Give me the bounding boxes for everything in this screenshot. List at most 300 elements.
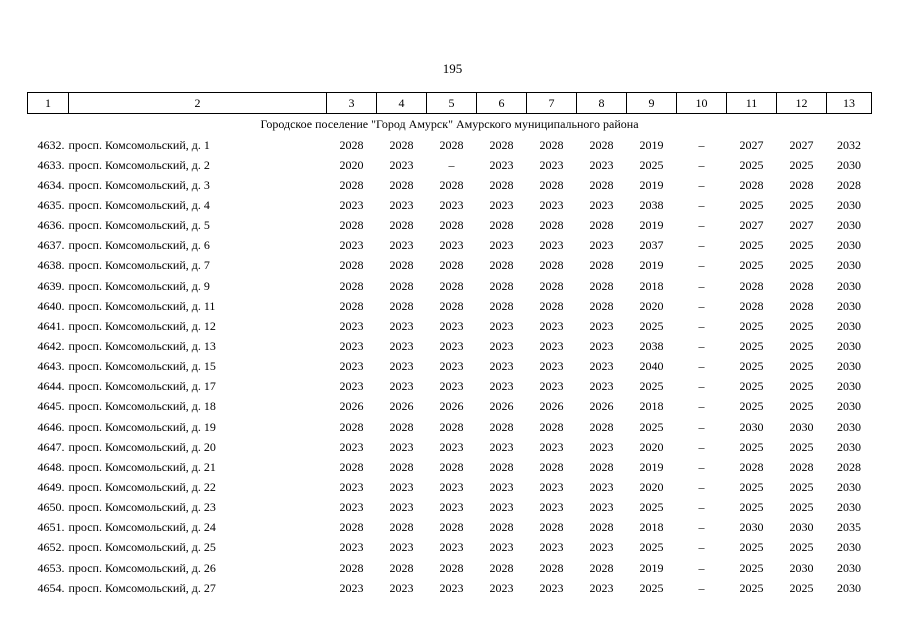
year-cell: 2023 bbox=[439, 338, 464, 353]
year-cell: 2023 bbox=[389, 338, 414, 353]
header-cell: 2 bbox=[69, 93, 327, 114]
row-number: 4654. bbox=[37, 580, 65, 595]
year-cell: 2023 bbox=[389, 379, 414, 394]
year-cell: 2030 bbox=[837, 359, 861, 374]
year-cell: 2023 bbox=[539, 359, 564, 374]
year-cell: 2030 bbox=[837, 258, 861, 273]
year-cell: 2025 bbox=[789, 338, 814, 353]
year-cell: 2023 bbox=[589, 439, 614, 454]
address-cell: просп. Комсомольский, д. 23 bbox=[68, 500, 216, 515]
table-row bbox=[28, 216, 872, 236]
header-cell: 1 bbox=[28, 93, 69, 114]
year-cell: 2019 bbox=[639, 560, 664, 575]
year-cell: 2023 bbox=[539, 197, 564, 212]
header-row bbox=[28, 93, 872, 114]
table-row bbox=[28, 357, 872, 377]
year-cell: 2028 bbox=[789, 177, 814, 192]
address-cell: просп. Комсомольский, д. 2 bbox=[68, 157, 210, 172]
year-cell: 2028 bbox=[489, 419, 514, 434]
year-cell: 2025 bbox=[789, 399, 814, 414]
row-number: 4646. bbox=[37, 419, 65, 434]
year-cell: 2025 bbox=[789, 157, 814, 172]
year-cell: 2023 bbox=[539, 479, 564, 494]
address-cell: просп. Комсомольский, д. 17 bbox=[68, 379, 216, 394]
year-cell: 2023 bbox=[389, 197, 414, 212]
section-title: Городское поселение "Город Амурск" Амурского муниципального района bbox=[260, 117, 639, 131]
year-cell: 2030 bbox=[837, 298, 861, 313]
year-cell: 2026 bbox=[439, 399, 464, 414]
year-cell: 2023 bbox=[489, 379, 514, 394]
year-cell: 2028 bbox=[439, 560, 464, 575]
row-number: 4634. bbox=[37, 177, 65, 192]
year-cell: 2028 bbox=[539, 298, 564, 313]
year-cell: 2023 bbox=[339, 359, 364, 374]
year-cell: 2023 bbox=[389, 238, 414, 253]
table-row bbox=[28, 296, 872, 316]
year-cell: – bbox=[698, 197, 705, 212]
year-cell: 2023 bbox=[589, 580, 614, 595]
year-cell: 2025 bbox=[639, 580, 664, 595]
year-cell: 2030 bbox=[837, 278, 861, 293]
row-number: 4643. bbox=[37, 359, 65, 374]
year-cell: 2023 bbox=[339, 500, 364, 515]
header-cell: 12 bbox=[777, 93, 827, 114]
year-cell: 2030 bbox=[837, 580, 861, 595]
year-cell: 2025 bbox=[639, 419, 664, 434]
year-cell: 2028 bbox=[489, 278, 514, 293]
year-cell: 2020 bbox=[639, 479, 664, 494]
table-row bbox=[28, 558, 872, 578]
year-cell: 2028 bbox=[389, 218, 414, 233]
year-cell: 2027 bbox=[789, 218, 814, 233]
year-cell: – bbox=[448, 157, 455, 172]
year-cell: 2025 bbox=[789, 238, 814, 253]
address-cell: просп. Комсомольский, д. 9 bbox=[68, 278, 210, 293]
year-cell: 2025 bbox=[789, 479, 814, 494]
year-cell: 2037 bbox=[639, 238, 664, 253]
year-cell: 2025 bbox=[739, 338, 764, 353]
year-cell: 2025 bbox=[789, 580, 814, 595]
year-cell: 2023 bbox=[439, 500, 464, 515]
year-cell: 2028 bbox=[589, 218, 614, 233]
year-cell: – bbox=[698, 520, 705, 535]
year-cell: 2028 bbox=[539, 419, 564, 434]
address-cell: просп. Комсомольский, д. 22 bbox=[68, 479, 216, 494]
year-cell: 2019 bbox=[639, 177, 664, 192]
row-number: 4642. bbox=[37, 338, 65, 353]
header-cell: 3 bbox=[327, 93, 377, 114]
year-cell: 2025 bbox=[789, 500, 814, 515]
year-cell: 2038 bbox=[639, 338, 664, 353]
year-cell: 2023 bbox=[389, 318, 414, 333]
year-cell: 2023 bbox=[439, 379, 464, 394]
row-number: 4635. bbox=[37, 197, 65, 212]
year-cell: – bbox=[698, 258, 705, 273]
year-cell: 2023 bbox=[489, 479, 514, 494]
year-cell: 2023 bbox=[589, 238, 614, 253]
year-cell: 2028 bbox=[739, 298, 764, 313]
year-cell: 2028 bbox=[589, 459, 614, 474]
year-cell: 2028 bbox=[389, 520, 414, 535]
address-cell: просп. Комсомольский, д. 12 bbox=[68, 318, 216, 333]
year-cell: 2030 bbox=[837, 419, 861, 434]
year-cell: 2030 bbox=[789, 520, 814, 535]
year-cell: 2023 bbox=[489, 197, 514, 212]
year-cell: 2023 bbox=[339, 540, 364, 555]
year-cell: 2023 bbox=[439, 479, 464, 494]
year-cell: – bbox=[698, 459, 705, 474]
year-cell: 2023 bbox=[489, 540, 514, 555]
year-cell: 2028 bbox=[589, 298, 614, 313]
year-cell: 2023 bbox=[589, 540, 614, 555]
year-cell: 2028 bbox=[539, 258, 564, 273]
year-cell: 2019 bbox=[639, 218, 664, 233]
year-cell: 2023 bbox=[439, 580, 464, 595]
year-cell: – bbox=[698, 359, 705, 374]
year-cell: 2028 bbox=[439, 137, 464, 152]
year-cell: 2023 bbox=[539, 338, 564, 353]
year-cell: 2025 bbox=[639, 540, 664, 555]
address-cell: просп. Комсомольский, д. 24 bbox=[68, 520, 216, 535]
year-cell: 2032 bbox=[837, 137, 861, 152]
row-number: 4649. bbox=[37, 479, 65, 494]
year-cell: 2023 bbox=[539, 500, 564, 515]
year-cell: – bbox=[698, 580, 705, 595]
year-cell: 2025 bbox=[739, 479, 764, 494]
year-cell: 2025 bbox=[739, 439, 764, 454]
year-cell: 2023 bbox=[489, 157, 514, 172]
header-cell: 5 bbox=[427, 93, 477, 114]
year-cell: 2028 bbox=[589, 419, 614, 434]
year-cell: 2023 bbox=[439, 197, 464, 212]
year-cell: 2030 bbox=[837, 439, 861, 454]
year-cell: 2025 bbox=[739, 258, 764, 273]
header-cell: 11 bbox=[727, 93, 777, 114]
year-cell: 2025 bbox=[739, 580, 764, 595]
year-cell: – bbox=[698, 318, 705, 333]
address-cell: просп. Комсомольский, д. 6 bbox=[68, 238, 210, 253]
year-cell: 2030 bbox=[739, 419, 764, 434]
year-cell: 2023 bbox=[539, 157, 564, 172]
year-cell: 2025 bbox=[789, 359, 814, 374]
row-number: 4647. bbox=[37, 439, 65, 454]
table-row bbox=[28, 195, 872, 215]
year-cell: 2030 bbox=[789, 419, 814, 434]
year-cell: 2026 bbox=[589, 399, 614, 414]
year-cell: 2028 bbox=[389, 258, 414, 273]
year-cell: 2028 bbox=[339, 298, 364, 313]
header-cell: 9 bbox=[627, 93, 677, 114]
address-cell: просп. Комсомольский, д. 11 bbox=[68, 298, 216, 313]
year-cell: 2028 bbox=[589, 520, 614, 535]
year-cell: 2025 bbox=[739, 540, 764, 555]
year-cell: 2030 bbox=[837, 218, 861, 233]
year-cell: 2023 bbox=[589, 479, 614, 494]
year-cell: 2023 bbox=[589, 338, 614, 353]
year-cell: 2030 bbox=[837, 479, 861, 494]
year-cell: 2028 bbox=[389, 459, 414, 474]
row-number: 4633. bbox=[37, 157, 65, 172]
year-cell: 2023 bbox=[589, 157, 614, 172]
row-number: 4639. bbox=[37, 278, 65, 293]
year-cell: 2030 bbox=[837, 338, 861, 353]
year-cell: 2028 bbox=[339, 177, 364, 192]
year-cell: 2023 bbox=[589, 500, 614, 515]
year-cell: 2023 bbox=[539, 540, 564, 555]
year-cell: 2026 bbox=[339, 399, 364, 414]
address-cell: просп. Комсомольский, д. 7 bbox=[68, 258, 210, 273]
year-cell: 2020 bbox=[639, 298, 664, 313]
year-cell: – bbox=[698, 157, 705, 172]
year-cell: 2023 bbox=[539, 318, 564, 333]
year-cell: 2028 bbox=[489, 177, 514, 192]
table-row bbox=[28, 477, 872, 497]
year-cell: 2028 bbox=[539, 560, 564, 575]
year-cell: 2028 bbox=[789, 278, 814, 293]
year-cell: 2028 bbox=[439, 218, 464, 233]
year-cell: 2028 bbox=[389, 278, 414, 293]
year-cell: 2025 bbox=[639, 157, 664, 172]
year-cell: 2023 bbox=[589, 379, 614, 394]
year-cell: 2028 bbox=[789, 298, 814, 313]
row-number: 4652. bbox=[37, 540, 65, 555]
header-cell: 13 bbox=[827, 93, 872, 114]
year-cell: 2028 bbox=[389, 137, 414, 152]
table-row bbox=[28, 437, 872, 457]
year-cell: – bbox=[698, 419, 705, 434]
header-cell: 7 bbox=[527, 93, 577, 114]
year-cell: 2025 bbox=[639, 318, 664, 333]
row-number: 4653. bbox=[37, 560, 65, 575]
year-cell: 2025 bbox=[789, 439, 814, 454]
row-number: 4644. bbox=[37, 379, 65, 394]
year-cell: 2026 bbox=[539, 399, 564, 414]
year-cell: 2023 bbox=[339, 379, 364, 394]
address-cell: просп. Комсомольский, д. 26 bbox=[68, 560, 216, 575]
row-number: 4638. bbox=[37, 258, 65, 273]
table-row bbox=[28, 417, 872, 437]
year-cell: 2023 bbox=[389, 157, 414, 172]
year-cell: 2027 bbox=[789, 137, 814, 152]
year-cell: 2025 bbox=[639, 379, 664, 394]
year-cell: 2030 bbox=[837, 379, 861, 394]
header-cell: 10 bbox=[677, 93, 727, 114]
year-cell: 2028 bbox=[837, 177, 861, 192]
year-cell: 2028 bbox=[489, 459, 514, 474]
address-cell: просп. Комсомольский, д. 19 bbox=[68, 419, 216, 434]
year-cell: 2030 bbox=[739, 520, 764, 535]
row-number: 4636. bbox=[37, 218, 65, 233]
year-cell: 2025 bbox=[739, 359, 764, 374]
year-cell: 2028 bbox=[339, 258, 364, 273]
year-cell: 2018 bbox=[639, 278, 664, 293]
year-cell: 2028 bbox=[539, 137, 564, 152]
table-row bbox=[28, 256, 872, 276]
table-row bbox=[28, 155, 872, 175]
table-row bbox=[28, 397, 872, 417]
year-cell: 2028 bbox=[489, 137, 514, 152]
year-cell: 2028 bbox=[589, 258, 614, 273]
year-cell: 2028 bbox=[539, 520, 564, 535]
year-cell: 2023 bbox=[539, 439, 564, 454]
row-number: 4637. bbox=[37, 238, 65, 253]
year-cell: 2038 bbox=[639, 197, 664, 212]
year-cell: – bbox=[698, 560, 705, 575]
year-cell: 2023 bbox=[439, 318, 464, 333]
year-cell: 2023 bbox=[539, 238, 564, 253]
year-cell: 2023 bbox=[439, 238, 464, 253]
year-cell: 2025 bbox=[789, 197, 814, 212]
year-cell: 2025 bbox=[739, 238, 764, 253]
address-cell: просп. Комсомольский, д. 20 bbox=[68, 439, 216, 454]
year-cell: 2023 bbox=[489, 580, 514, 595]
year-cell: 2028 bbox=[489, 258, 514, 273]
year-cell: – bbox=[698, 218, 705, 233]
year-cell: 2019 bbox=[639, 258, 664, 273]
year-cell: 2023 bbox=[439, 540, 464, 555]
year-cell: – bbox=[698, 278, 705, 293]
year-cell: 2023 bbox=[389, 359, 414, 374]
year-cell: 2026 bbox=[489, 399, 514, 414]
year-cell: 2025 bbox=[639, 500, 664, 515]
address-cell: просп. Комсомольский, д. 27 bbox=[68, 580, 216, 595]
year-cell: 2025 bbox=[739, 318, 764, 333]
year-cell: 2019 bbox=[639, 137, 664, 152]
year-cell: 2028 bbox=[739, 278, 764, 293]
year-cell: – bbox=[698, 137, 705, 152]
header-cell: 6 bbox=[477, 93, 527, 114]
year-cell: 2025 bbox=[789, 540, 814, 555]
year-cell: 2028 bbox=[589, 177, 614, 192]
year-cell: 2023 bbox=[339, 479, 364, 494]
header-cell: 8 bbox=[577, 93, 627, 114]
year-cell: 2023 bbox=[389, 540, 414, 555]
year-cell: – bbox=[698, 177, 705, 192]
year-cell: 2030 bbox=[837, 238, 861, 253]
year-cell: 2028 bbox=[589, 560, 614, 575]
address-cell: просп. Комсомольский, д. 3 bbox=[68, 177, 210, 192]
year-cell: 2026 bbox=[389, 399, 414, 414]
row-number: 4640. bbox=[37, 298, 65, 313]
year-cell: – bbox=[698, 500, 705, 515]
year-cell: 2030 bbox=[837, 157, 861, 172]
year-cell: 2028 bbox=[439, 298, 464, 313]
year-cell: 2028 bbox=[439, 419, 464, 434]
year-cell: 2028 bbox=[539, 459, 564, 474]
year-cell: 2028 bbox=[439, 459, 464, 474]
year-cell: 2030 bbox=[837, 399, 861, 414]
year-cell: 2028 bbox=[539, 218, 564, 233]
year-cell: 2028 bbox=[339, 218, 364, 233]
page-number: 195 bbox=[442, 61, 463, 76]
year-cell: 2028 bbox=[489, 298, 514, 313]
year-cell: – bbox=[698, 540, 705, 555]
header-cell: 4 bbox=[377, 93, 427, 114]
year-cell: 2028 bbox=[339, 419, 364, 434]
year-cell: 2023 bbox=[389, 439, 414, 454]
year-cell: 2028 bbox=[837, 459, 861, 474]
year-cell: 2028 bbox=[439, 177, 464, 192]
year-cell: 2023 bbox=[339, 338, 364, 353]
year-cell: 2023 bbox=[489, 439, 514, 454]
year-cell: 2030 bbox=[837, 540, 861, 555]
year-cell: 2028 bbox=[389, 298, 414, 313]
year-cell: 2028 bbox=[389, 177, 414, 192]
table-row bbox=[28, 457, 872, 477]
year-cell: 2025 bbox=[789, 318, 814, 333]
year-cell: 2025 bbox=[739, 197, 764, 212]
year-cell: 2028 bbox=[439, 278, 464, 293]
address-cell: просп. Комсомольский, д. 13 bbox=[68, 338, 216, 353]
table-row bbox=[28, 276, 872, 296]
year-cell: 2030 bbox=[837, 560, 861, 575]
year-cell: – bbox=[698, 479, 705, 494]
year-cell: 2023 bbox=[489, 238, 514, 253]
row-number: 4645. bbox=[37, 399, 65, 414]
year-cell: 2023 bbox=[339, 580, 364, 595]
year-cell: 2025 bbox=[739, 500, 764, 515]
year-cell: – bbox=[698, 399, 705, 414]
year-cell: 2028 bbox=[489, 218, 514, 233]
year-cell: 2030 bbox=[837, 318, 861, 333]
year-cell: 2023 bbox=[589, 197, 614, 212]
schedule-table bbox=[27, 92, 872, 598]
year-cell: 2023 bbox=[339, 197, 364, 212]
year-cell: 2023 bbox=[589, 318, 614, 333]
row-number: 4650. bbox=[37, 500, 65, 515]
table-row bbox=[28, 498, 872, 518]
year-cell: 2025 bbox=[739, 560, 764, 575]
year-cell: 2028 bbox=[389, 419, 414, 434]
year-cell: 2023 bbox=[389, 500, 414, 515]
address-cell: просп. Комсомольский, д. 4 bbox=[68, 197, 210, 212]
year-cell: 2023 bbox=[439, 359, 464, 374]
year-cell: 2028 bbox=[339, 459, 364, 474]
table-row bbox=[28, 377, 872, 397]
row-number: 4632. bbox=[37, 137, 65, 152]
year-cell: 2023 bbox=[539, 580, 564, 595]
year-cell: 2040 bbox=[639, 359, 664, 374]
address-cell: просп. Комсомольский, д. 25 bbox=[68, 540, 216, 555]
year-cell: 2027 bbox=[739, 137, 764, 152]
year-cell: 2025 bbox=[789, 258, 814, 273]
year-cell: 2023 bbox=[539, 379, 564, 394]
table-row bbox=[28, 336, 872, 356]
year-cell: 2028 bbox=[589, 278, 614, 293]
year-cell: 2028 bbox=[339, 278, 364, 293]
table-row bbox=[28, 175, 872, 195]
year-cell: 2018 bbox=[639, 520, 664, 535]
year-cell: 2023 bbox=[589, 359, 614, 374]
year-cell: 2028 bbox=[339, 137, 364, 152]
row-number: 4651. bbox=[37, 520, 65, 535]
year-cell: 2028 bbox=[739, 459, 764, 474]
row-number: 4648. bbox=[37, 459, 65, 474]
year-cell: 2030 bbox=[837, 197, 861, 212]
year-cell: – bbox=[698, 298, 705, 313]
year-cell: 2020 bbox=[639, 439, 664, 454]
year-cell: 2025 bbox=[789, 379, 814, 394]
year-cell: 2027 bbox=[739, 218, 764, 233]
year-cell: 2028 bbox=[339, 560, 364, 575]
year-cell: 2030 bbox=[837, 500, 861, 515]
year-cell: 2023 bbox=[389, 479, 414, 494]
year-cell: 2030 bbox=[789, 560, 814, 575]
year-cell: 2025 bbox=[739, 157, 764, 172]
year-cell: 2028 bbox=[539, 177, 564, 192]
year-cell: 2025 bbox=[739, 399, 764, 414]
year-cell: 2028 bbox=[439, 258, 464, 273]
